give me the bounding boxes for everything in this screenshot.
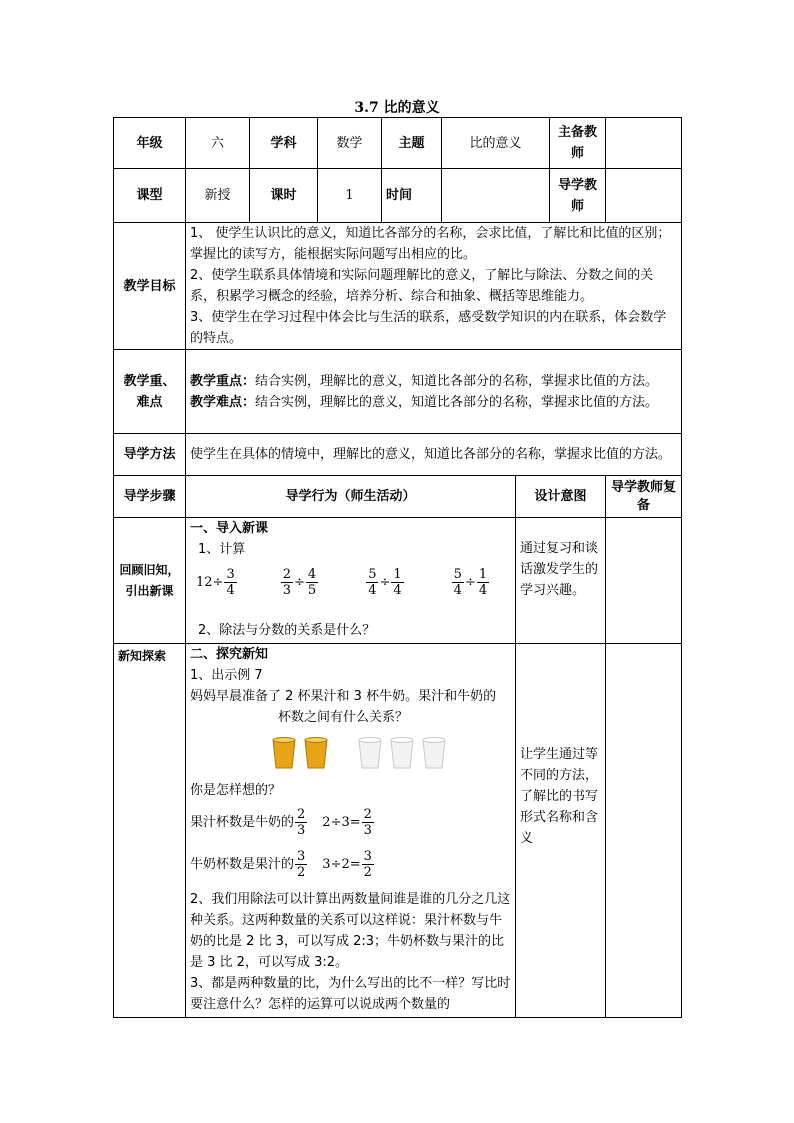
key-points-content [186,350,682,434]
fraction: $\frac{3}{4}$ [226,566,235,598]
ratio-question: 3、都是两种数量的比，为什么写出的比不一样？写比时要注意什么？怎样的运算可以说成两个数量的 [190,976,511,1012]
intent-header: 设计意图 [516,476,606,518]
period-label: 课时 [250,169,318,223]
key-points-label: 教学重、难点 [114,350,186,434]
subject-label: 学科 [250,118,318,169]
subject-value: 数学 [318,118,382,169]
explore-prep [606,644,682,1018]
example-title: 1、出示例 7 [190,668,263,683]
fraction: $\frac{5}{4}$ [453,566,462,598]
difficult-point-label: 教学难点： [190,394,256,410]
problem-line-2: 杯数之间有什么关系？ [278,710,409,725]
explore-intent: 让学生通过等不同的方法，了解比的书写形式名称和含义 [516,644,606,1018]
topic-label: 主题 [382,118,442,169]
review-content [186,518,516,644]
lead-teacher-value [606,118,682,169]
explore-content [186,644,516,1018]
topic-value: 比的意义 [442,118,550,169]
fraction: $\frac{5}{4}$ [368,566,377,598]
review-heading: 一、导入新课 [190,521,269,536]
goal-3: 3、使学生在学习过程中体会比与生活的联系，感受数学知识的内在联系，体会数学的特点。 [190,310,667,346]
goals-label: 教学目标 [114,223,186,350]
goals-content [186,223,682,350]
method-row [114,434,682,476]
period-value: 1 [318,169,382,223]
milk-cup-icon [388,737,416,771]
prep-header: 导学教师复备 [606,476,682,518]
fraction: $\frac{2}{3}$ [282,566,292,598]
thinking-question: 你是怎样想的？ [190,783,282,798]
key-point-text: 结合实例，理解比的意义，知道比各部分的名称，掌握求比值的方法。 [255,373,659,389]
review-row [114,518,682,644]
difficult-point [190,392,677,413]
activity-header: 导学行为（师生活动） [186,476,516,518]
difficult-point-text: 结合实例，理解比的意义，知道比各部分的名称，掌握求比值的方法。 [255,394,659,410]
juice-cup-icon [302,737,330,771]
type-value: 新授 [186,169,250,223]
fraction: $\frac{4}{5}$ [307,566,317,598]
method-text: 使学生在具体的情境中，理解比的意义，知道比各部分的名称，掌握求比值的方法。 [186,434,682,476]
explore-row [114,644,682,1018]
time-value [442,169,550,223]
grade-value: 六 [186,118,250,169]
review-label: 回顾旧知，引出新课 [114,518,186,644]
review-prep [606,518,682,644]
juice-relation: 果汁杯数是牛奶的 $\frac{2}{3}$ 2÷3= $\frac{2}{3}$ [190,806,372,838]
juice-cup-icon [270,737,298,771]
fraction: $\frac{1}{4}$ [478,566,488,598]
goals-row [114,223,682,350]
fraction: $\frac{3}{2}$ [363,848,372,880]
explore-label: 新知探索 [114,644,186,1018]
type-label: 课型 [114,169,186,223]
method-label: 导学方法 [114,434,186,476]
goal-1: 1、 使学生认识比的意义，知道比各部分的名称，会求比值，了解比和比值的区别；掌握比的读写方，能根据实际问题写出相应的比。 [190,226,671,262]
milk-cup-icon [420,737,448,771]
division-question: 2、除法与分数的关系是什么？ [198,623,376,638]
fraction: $\frac{2}{3}$ [297,806,306,838]
page-title: 3.7 比的意义 [354,100,440,116]
cups-illustration [190,728,511,780]
header-row-1 [114,118,682,169]
milk-relation: 牛奶杯数是果汁的 $\frac{3}{2}$ 3÷2= $\frac{3}{2}$ [190,848,372,880]
milk-cup-icon [356,737,384,771]
guide-teacher-value [606,169,682,223]
calc-2: $\frac{2}{3}$ ÷ $\frac{4}{5}$ [282,566,317,598]
ratio-explanation: 2、我们用除法可以计算出两数量间谁是谁的几分之几这种关系。这两种数量的关系可以这样说：果汁杯数与牛奶的比是 2 比 3，可以写成 2:3；牛奶杯数与果汁的比是 3 比 2，可以写成 3:2。 [190,892,511,970]
guide-teacher-label: 导学教师 [550,169,606,223]
fraction: $\frac{3}{2}$ [297,848,306,880]
lesson-plan-table [113,117,682,1018]
review-intent: 通过复习和谈话激发学生的学习兴趣。 [516,518,606,644]
grade-label: 年级 [114,118,186,169]
lead-teacher-label: 主备教师 [550,118,606,169]
fraction: $\frac{1}{4}$ [393,566,402,598]
header-row-2 [114,169,682,223]
calc-expressions [190,560,511,604]
calc-1: 12 ÷ $\frac{3}{4}$ [196,566,235,598]
step-header: 导学步骤 [114,476,186,518]
calc-3: $\frac{5}{4}$ ÷ $\frac{1}{4}$ [368,566,402,598]
fraction: $\frac{2}{3}$ [363,806,372,838]
explore-heading: 二、探究新知 [190,647,269,662]
key-point [190,371,677,392]
problem-line-1: 妈妈早晨准备了 2 杯果汁和 3 杯牛奶。果汁和牛奶的 [190,689,497,704]
time-label: 时间 [382,169,442,223]
calc-4: $\frac{5}{4}$ ÷ $\frac{1}{4}$ [453,566,488,598]
key-points-row [114,350,682,434]
key-point-label: 教学重点： [190,373,256,389]
calc-subtitle: 1、计算 [198,542,246,557]
goal-2: 2、使学生联系具体情境和实际问题理解比的意义，了解比与除法、分数之间的关系，积累学习概念的经验，培养分析、综合和抽象、概括等思维能力。 [190,268,654,304]
steps-header-row [114,476,682,518]
